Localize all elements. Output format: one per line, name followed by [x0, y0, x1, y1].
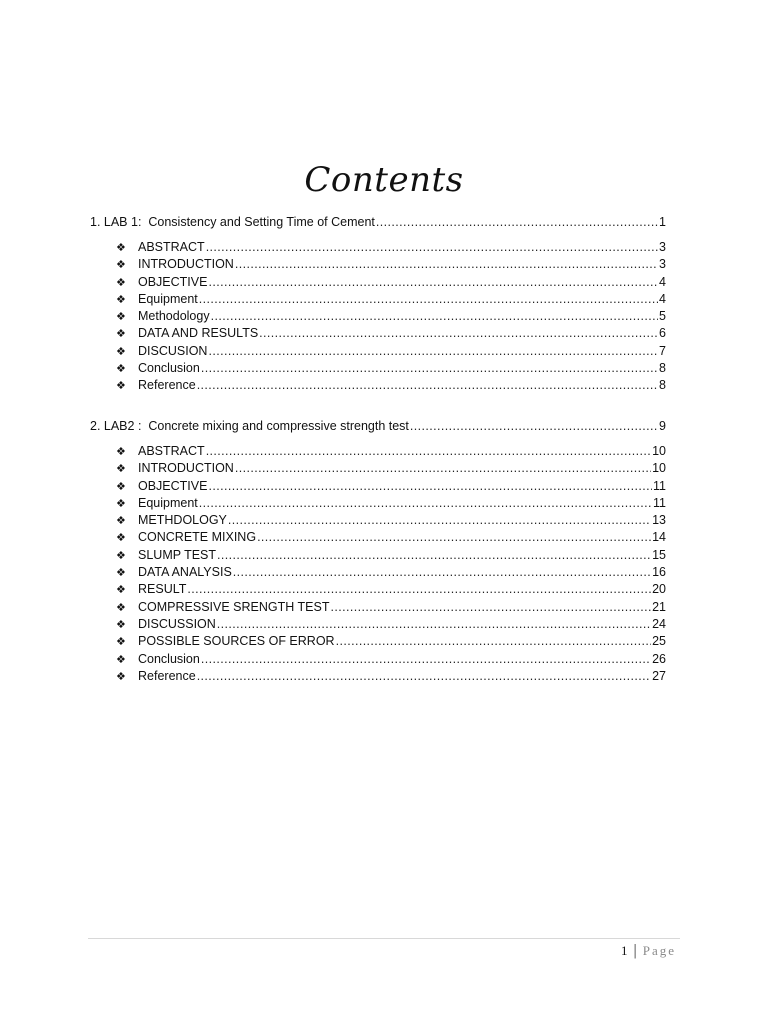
toc-item[interactable] [116, 581, 666, 598]
toc-section-lab2 [90, 417, 666, 685]
toc-item-label: Equipment [138, 291, 198, 306]
dot-leader [197, 668, 651, 685]
toc-item-label: ABSTRACT [138, 444, 205, 458]
toc-item-page: 3 [659, 240, 666, 254]
dot-leader [259, 325, 658, 342]
diamond-bullet-icon: ❖ [116, 496, 126, 510]
dot-leader [201, 360, 658, 377]
toc-heading-page: 9 [659, 419, 666, 433]
footer-page-number: 1 [621, 943, 628, 958]
toc-item-page: 8 [659, 361, 666, 376]
toc-item[interactable] [116, 360, 666, 377]
toc-item-label: INTRODUCTION [138, 461, 234, 476]
dot-leader [330, 599, 651, 616]
dot-leader [208, 478, 652, 495]
toc-item-page: 3 [659, 257, 666, 272]
toc-item[interactable] [116, 495, 666, 512]
toc-item[interactable] [116, 291, 666, 308]
dot-leader [208, 343, 658, 360]
diamond-bullet-icon: ❖ [116, 531, 126, 545]
toc-item-label: DATA ANALYSIS [138, 565, 232, 580]
dot-leader [257, 529, 651, 546]
toc-item[interactable] [116, 478, 666, 495]
diamond-bullet-icon: ❖ [116, 379, 126, 393]
toc-item-label: ABSTRACT [138, 240, 205, 254]
toc-item-page: 13 [652, 513, 666, 528]
toc-item-label: Conclusion [138, 651, 200, 666]
dot-leader [235, 256, 658, 273]
toc-item-label: CONCRETE MIXING [138, 530, 257, 545]
toc-item-label: OBJECTIVE [138, 478, 208, 493]
toc-item[interactable] [116, 308, 666, 325]
toc-item-label: METHDOLOGY [138, 513, 227, 528]
toc-item-page: 24 [652, 616, 666, 631]
toc-item[interactable] [116, 564, 666, 581]
diamond-bullet-icon: ❖ [116, 566, 126, 580]
toc-section-lab1 [90, 213, 666, 395]
toc-item-label: SLUMP TEST [138, 547, 217, 562]
diamond-bullet-icon: ❖ [116, 344, 126, 358]
page-title: Contents [304, 160, 464, 200]
dot-leader [410, 417, 658, 435]
dot-leader [199, 291, 658, 308]
dot-leader [217, 616, 651, 633]
toc-heading-label: 2. LAB2 : Concrete mixing and compressive strength test [90, 419, 409, 433]
toc-item[interactable] [116, 377, 666, 394]
toc-item[interactable] [116, 274, 666, 291]
dot-leader [201, 651, 651, 668]
toc-item-page: 10 [652, 444, 666, 458]
toc-item-label: Reference [138, 668, 196, 683]
toc-item-page: 15 [652, 547, 666, 562]
diamond-bullet-icon: ❖ [116, 652, 126, 666]
diamond-bullet-icon: ❖ [116, 362, 126, 376]
dot-leader [208, 274, 658, 291]
diamond-bullet-icon: ❖ [116, 275, 126, 289]
toc-item-page: 21 [652, 599, 666, 614]
toc-item-label: Reference [138, 378, 196, 393]
footer-separator: | [633, 942, 637, 959]
toc-heading-page: 1 [659, 215, 666, 229]
toc-item[interactable] [116, 460, 666, 477]
diamond-bullet-icon: ❖ [116, 617, 126, 631]
page-footer [621, 942, 676, 960]
toc-item-label: Equipment [138, 495, 198, 510]
toc-item-label: INTRODUCTION [138, 257, 234, 272]
toc-item-page: 6 [659, 326, 666, 341]
toc-item-label: Conclusion [138, 361, 200, 376]
toc-item-page: 10 [652, 461, 666, 476]
diamond-bullet-icon: ❖ [116, 600, 126, 614]
toc-item[interactable] [116, 668, 666, 685]
toc-item-page: 8 [659, 378, 666, 393]
dot-leader [235, 460, 651, 477]
toc-item-label: Methodology [138, 309, 210, 324]
dot-leader [228, 512, 651, 529]
diamond-bullet-icon: ❖ [116, 462, 126, 476]
toc-item-label: OBJECTIVE [138, 274, 208, 289]
toc-item[interactable] [116, 599, 666, 616]
diamond-bullet-icon: ❖ [116, 292, 126, 306]
dot-leader [376, 213, 658, 231]
dot-leader [199, 495, 652, 512]
toc-heading[interactable] [90, 417, 666, 435]
toc-item-label: COMPRESSIVE SRENGTH TEST [138, 599, 330, 614]
toc-item[interactable] [116, 256, 666, 273]
diamond-bullet-icon: ❖ [116, 479, 126, 493]
toc-item-page: 26 [652, 651, 666, 666]
diamond-bullet-icon: ❖ [116, 310, 126, 324]
dot-leader [217, 547, 651, 564]
diamond-bullet-icon: ❖ [116, 514, 126, 528]
toc-sub-list [116, 239, 666, 395]
toc-item-page: 16 [652, 565, 666, 580]
toc-heading-label: 1. LAB 1: Consistency and Setting Time of Cement [90, 215, 375, 229]
dot-leader [336, 633, 652, 650]
toc-item-label: DATA AND RESULTS [138, 326, 259, 341]
toc-item-page: 7 [659, 343, 666, 358]
diamond-bullet-icon: ❖ [116, 445, 126, 458]
toc-item-label: DISCUSION [138, 343, 208, 358]
toc-item[interactable] [116, 633, 666, 650]
toc-item-page: 11 [653, 478, 666, 493]
dot-leader [211, 308, 658, 325]
diamond-bullet-icon: ❖ [116, 548, 126, 562]
toc-item-label: POSSIBLE SOURCES OF ERROR [138, 634, 335, 649]
diamond-bullet-icon: ❖ [116, 635, 126, 649]
footer-divider [88, 938, 680, 939]
toc-item[interactable] [116, 239, 666, 256]
toc-item-label: DISCUSSION [138, 616, 216, 631]
diamond-bullet-icon: ❖ [116, 258, 126, 272]
toc-item-page: 4 [659, 291, 666, 306]
diamond-bullet-icon: ❖ [116, 669, 126, 683]
footer-page-word: Page [642, 943, 676, 958]
toc-item-page: 20 [652, 582, 666, 597]
toc-sub-list [116, 443, 666, 685]
dot-leader [206, 443, 651, 460]
toc-item[interactable] [116, 325, 666, 342]
toc-item-page: 25 [652, 634, 666, 649]
toc-item-page: 4 [659, 274, 666, 289]
toc-item[interactable] [116, 512, 666, 529]
toc-item[interactable] [116, 616, 666, 633]
dot-leader [187, 581, 651, 598]
dot-leader [233, 564, 651, 581]
toc-item[interactable] [116, 343, 666, 360]
diamond-bullet-icon: ❖ [116, 241, 126, 254]
diamond-bullet-icon: ❖ [116, 583, 126, 597]
toc-item[interactable] [116, 443, 666, 460]
toc-heading[interactable] [90, 213, 666, 231]
toc-item[interactable] [116, 547, 666, 564]
dot-leader [197, 377, 658, 394]
toc-item-page: 27 [652, 668, 666, 683]
dot-leader [206, 239, 658, 256]
diamond-bullet-icon: ❖ [116, 327, 126, 341]
toc-item-page: 11 [653, 495, 666, 510]
toc-item[interactable] [116, 529, 666, 546]
toc-item-page: 5 [659, 309, 666, 324]
toc-item[interactable] [116, 651, 666, 668]
toc-item-page: 14 [652, 530, 666, 545]
toc-item-label: RESULT [138, 582, 187, 597]
